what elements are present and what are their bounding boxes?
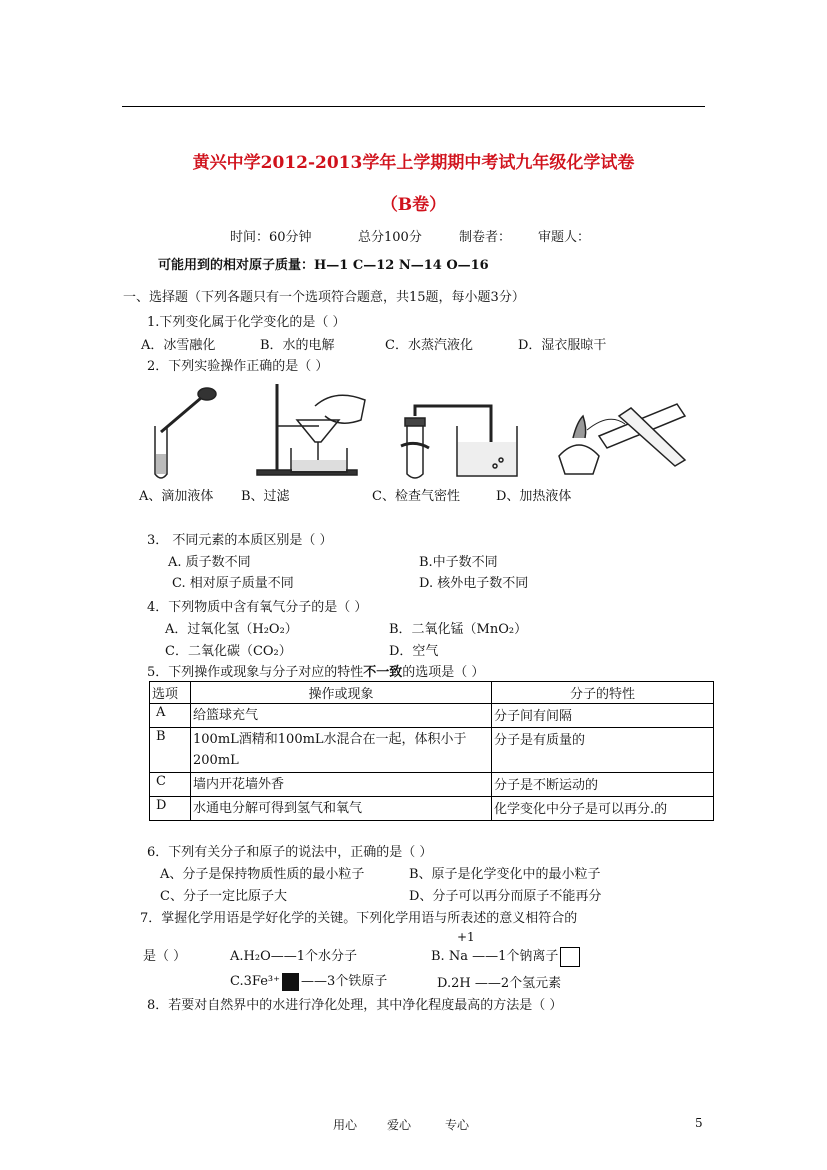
q4-option-c: C．二氧化碳（CO₂）: [165, 644, 292, 659]
table-cell: 100mL酒精和100mL水混合在一起，体积小于200mL: [191, 728, 492, 773]
q7-option-b: [431, 945, 580, 967]
q4-option-b: B．二氧化锰（MnO₂）: [389, 622, 528, 637]
table-cell: 水通电分解可得到氢气和氧气: [191, 797, 492, 821]
table-cell: C: [150, 773, 191, 797]
q7-stem: 7．掌握化学用语是学好化学的关键。下列化学用语与所表述的意义相符合的: [140, 911, 578, 926]
q3-option-a: A. 质子数不同: [168, 555, 251, 570]
page-number: 5: [695, 1116, 703, 1130]
exam-subtitle: （B卷）: [380, 195, 447, 215]
q6-option-b: B、原子是化学变化中的最小粒子: [409, 867, 601, 882]
q6-option-a: A、分子是保持物质性质的最小粒子: [160, 867, 365, 882]
q1-option-b: B．水的电解: [260, 338, 335, 353]
q6-stem: 6．下列有关分子和原子的说法中，正确的是（ ）: [147, 845, 433, 860]
q7-option-a: A.H₂O——1个水分子: [230, 949, 357, 964]
q2-option-a: A、滴加液体: [139, 489, 214, 504]
q4-option-a: A．过氧化氢（H₂O₂）: [165, 622, 298, 637]
q1-option-a: A．冰雪融化: [141, 338, 216, 353]
q5-stem-pre: 5．下列操作或现象与分子对应的特性: [147, 665, 364, 680]
exam-time: 时间：60分钟: [230, 230, 312, 245]
table-cell: A: [150, 704, 191, 728]
header-rule: [122, 106, 705, 107]
table-cell: 给篮球充气: [191, 704, 492, 728]
q1-stem: 1.下列变化属于化学变化的是（ ）: [147, 315, 346, 330]
q6-option-c: C、分子一定比原子大: [160, 889, 287, 904]
q4-stem: 4．下列物质中含有氧气分子的是（ ）: [147, 600, 368, 615]
table-header-property: 分子的特性: [492, 682, 714, 704]
empty-box-icon: [560, 947, 580, 967]
table-cell: 分子是有质量的: [492, 728, 714, 773]
footer-motto-1: 用心: [333, 1118, 358, 1132]
q7-option-b-text: B. Na ——1个钠离子: [431, 949, 559, 964]
q6-option-d: D、分子可以再分而原子不能再分: [409, 889, 602, 904]
q5-stem-post: 的选项是（ ）: [402, 665, 485, 680]
table-header-option: 选项: [150, 682, 191, 704]
table-row: [150, 728, 714, 773]
q7-option-d: D.2H ——2个氢元素: [437, 976, 562, 991]
q1-option-d: D．湿衣服晾干: [518, 338, 607, 353]
q5-table: [149, 681, 714, 821]
exam-score: 总分100分: [358, 230, 422, 245]
q7-charge-label: +1: [457, 930, 475, 944]
q2-stem: 2．下列实验操作正确的是（ ）: [147, 359, 329, 374]
table-header-operation: 操作或现象: [191, 682, 492, 704]
table-cell: 分子间有间隔: [492, 704, 714, 728]
table-cell: B: [150, 728, 191, 773]
exam-maker: 制卷者：: [459, 230, 512, 245]
q7-option-c-pre: C.3Fe³⁺: [230, 974, 280, 989]
q3-option-c: C. 相对原子质量不同: [172, 576, 294, 591]
table-cell: 墙内开花墙外香: [191, 773, 492, 797]
table-cell: 化学变化中分子是可以再分.的: [492, 797, 714, 821]
q8-stem: 8．若要对自然界中的水进行净化处理，其中净化程度最高的方法是（ ）: [147, 998, 563, 1013]
exam-title: 黄兴中学2012-2013学年上学期期中考试九年级化学试卷: [192, 153, 635, 173]
section-heading: 一、选择题（下列各题只有一个选项符合题意，共15题，每小题3分）: [123, 290, 525, 305]
q3-option-b: B.中子数不同: [419, 555, 498, 570]
q5-stem-bold: 不一致: [363, 665, 403, 680]
q7-option-c: [230, 970, 387, 991]
black-box-icon: [282, 973, 299, 991]
q3-option-d: D. 核外电子数不同: [419, 576, 529, 591]
table-cell: D: [150, 797, 191, 821]
q2-option-c: C、检查气密性: [372, 489, 460, 504]
q3-stem: 3． 不同元素的本质区别是（ ）: [147, 533, 333, 548]
q7-answer-blank: 是（ ）: [143, 949, 187, 964]
table-row: [150, 773, 714, 797]
table-row: [150, 797, 714, 821]
lab-apparatus-figure: [139, 376, 688, 483]
exam-reviewer: 审题人：: [538, 230, 591, 245]
q5-stem: [147, 661, 484, 680]
table-row: [150, 704, 714, 728]
table-cell: 分子是不断运动的: [492, 773, 714, 797]
footer-motto-2: 爱心: [387, 1118, 412, 1132]
q7-option-c-post: ——3个铁原子: [300, 974, 388, 989]
q4-option-d: D．空气: [389, 644, 439, 659]
atomic-masses: 可能用到的相对原子质量：H—1 C—12 N—14 O—16: [158, 258, 489, 273]
footer-motto-3: 专心: [445, 1118, 470, 1132]
q2-option-d: D、加热液体: [496, 489, 572, 504]
table-header-row: [150, 682, 714, 704]
q2-option-b: B、过滤: [241, 489, 290, 504]
q1-option-c: C．水蒸汽液化: [385, 338, 473, 353]
